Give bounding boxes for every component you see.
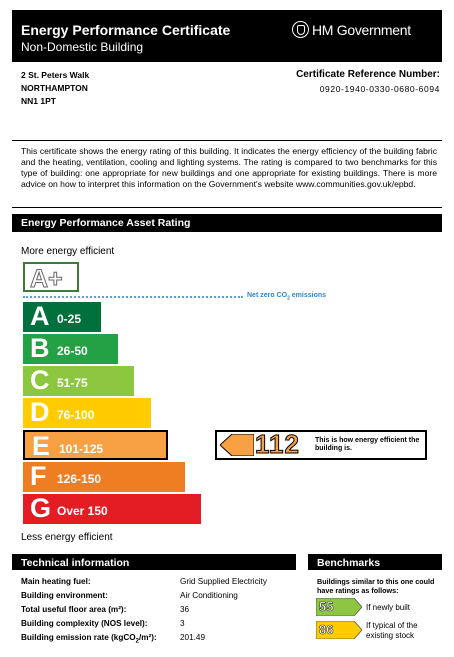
certificate-reference-label: Certificate Reference Number: [296,69,440,80]
header-banner [12,10,442,62]
net-zero-label [247,292,326,301]
band-letter: B [30,333,50,363]
emission-label-prefix: Building emission rate (kgCO [21,633,136,642]
net-zero-line [23,296,243,298]
rating-band-g [23,494,201,524]
emission-label-suffix: /m²): [139,633,157,642]
technical-value: 201.49 [180,633,206,642]
section-header-technical: Technical information [12,554,296,570]
more-efficient-label: More energy efficient [21,246,115,257]
current-rating-value: 112 [255,429,300,459]
current-rating-text: This is how energy efficient the building is. [315,437,420,452]
technical-value: Air Conditioning [180,591,238,600]
certificate-reference-number: 0920-1940-0330-0680-6094 [319,84,440,94]
technical-value: 3 [180,619,185,628]
hm-government-logo: HM Government [312,22,411,38]
a-plus-label: A+ [30,265,63,293]
current-rating-indicator [215,430,427,460]
royal-crest-icon [292,21,309,38]
benchmark-existing-value: 86 [319,622,334,637]
band-letter: C [30,365,50,395]
rating-band-c [23,366,134,396]
technical-label: Building complexity (NOS level): [21,619,148,628]
band-range: 101-125 [59,442,104,456]
section-header-rating: Energy Performance Asset Rating [12,214,442,232]
benchmark-new-label: If newly built [366,603,411,612]
rating-arrow-icon [220,434,254,456]
emission-label-subscript: 2 [135,638,139,645]
technical-label: Total useful floor area (m²): [21,605,127,614]
net-zero-subscript: 2 [287,295,290,302]
band-letter: G [30,493,52,523]
address-line: 2 St. Peters Walk [21,70,90,80]
band-letter: A [30,301,50,331]
benchmark-existing-label: If typical of the existing stock [366,621,418,640]
band-letter: D [30,397,50,427]
technical-label: Main heating fuel: [21,577,91,586]
band-range: 51-75 [57,376,88,390]
technical-value: 36 [180,605,190,614]
certificate-title: Energy Performance Certificate [21,22,231,38]
divider [12,140,442,141]
address-line: NN1 1PT [21,96,56,106]
divider [12,207,442,208]
section-header-benchmarks: Benchmarks [308,554,442,570]
benchmark-new-value: 55 [319,599,334,614]
band-range: Over 150 [57,504,108,518]
technical-value: Grid Supplied Electricity [180,577,267,586]
rating-band-b [23,334,118,364]
rating-band-f [23,462,185,492]
property-address [21,69,89,108]
address-line: NORTHAMPTON [21,83,88,93]
band-letter: F [30,461,47,491]
rating-band-d [23,398,151,428]
technical-label [21,633,157,645]
certificate-subtitle: Non-Domestic Building [21,40,144,54]
rating-band-a [23,302,101,332]
benchmarks-intro: Buildings similar to this one could have ratings as follows: [317,577,435,595]
band-range: 76-100 [57,408,95,422]
net-zero-prefix: Net zero CO [247,292,288,299]
band-range: 26-50 [57,344,88,358]
a-plus-band [23,262,79,292]
net-zero-suffix: emissions [289,292,327,299]
band-range: 126-150 [57,472,102,486]
band-range: 0-25 [57,312,82,326]
rating-band-e [23,430,168,460]
less-efficient-label: Less energy efficient [21,532,113,543]
band-letter: E [32,431,51,461]
technical-label: Building environment: [21,591,108,600]
intro-paragraph: This certificate shows the energy rating of this building. It indicates the energy efficiency of the building fabric and the heating, ventilation, cooling and lighting systems. The rating is compared to two benchmarks for this type of building: one appropriate for new buildings and one appropriate for existing buildings. There is more advice on how to interpret this information on the Government's website www.communities.gov.uk/epbd. [21,146,437,189]
